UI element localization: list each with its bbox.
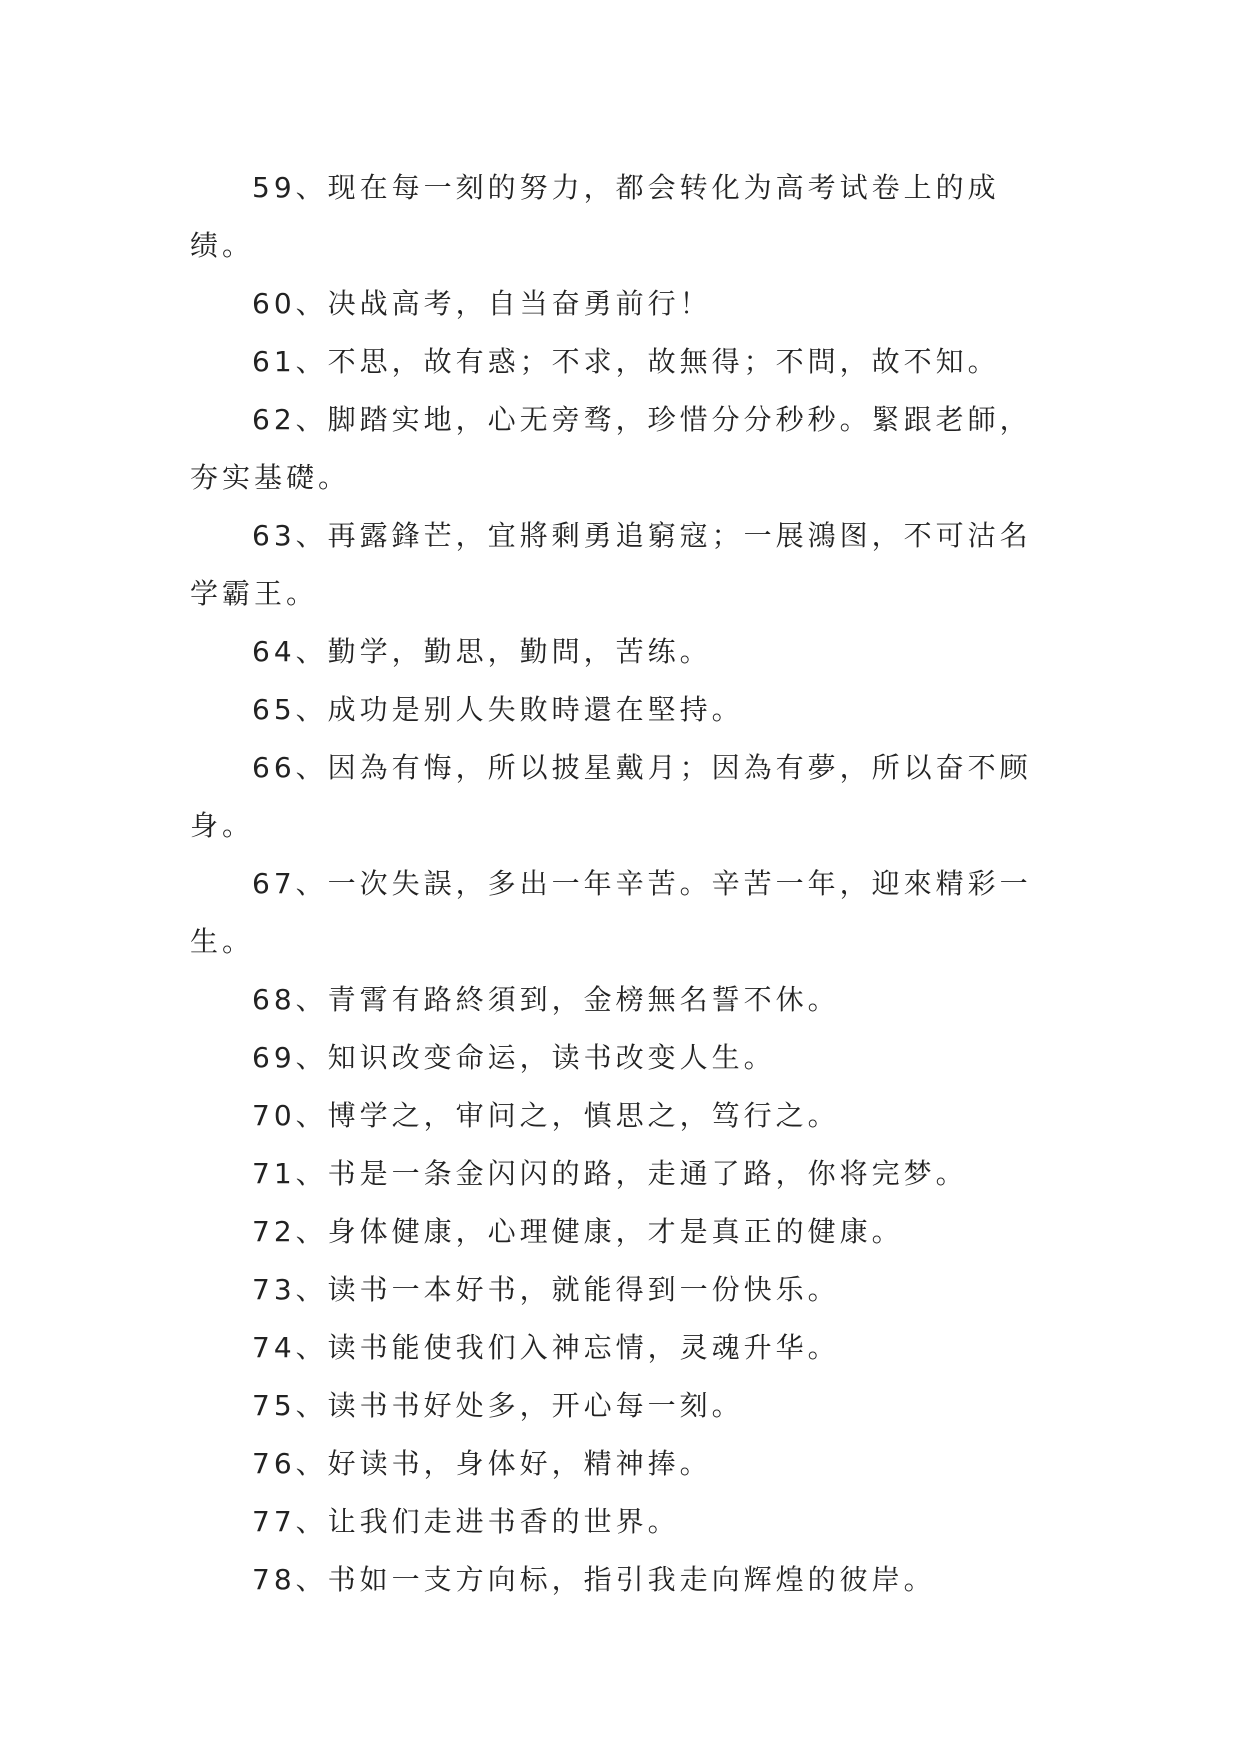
list-item: 63、再露鋒芒，宜將剩勇追窮寇；一展鴻图，不可沽名学霸王。: [190, 519, 1032, 610]
list-item: 60、决战高考，自当奋勇前行！: [252, 287, 712, 320]
list-item: 69、知识改变命运，读书改变人生。: [252, 1041, 776, 1074]
list-item: 78、书如一支方向标，指引我走向辉煌的彼岸。: [252, 1563, 936, 1596]
list-item: 71、书是一条金闪闪的路，走通了路，你将完梦。: [252, 1157, 968, 1190]
document-body: [190, 159, 1060, 1609]
list-item: 75、读书书好处多，开心每一刻。: [252, 1389, 744, 1422]
list-item: 64、勤学，勤思，勤問，苦练。: [252, 635, 712, 668]
list-item: 66、因為有悔，所以披星戴月；因為有夢，所以奋不顾身。: [190, 751, 1032, 842]
list-item: 76、好读书，身体好，精神捧。: [252, 1447, 712, 1480]
list-item: 67、一次失誤，多出一年辛苦。辛苦一年，迎來精彩一生。: [190, 867, 1032, 958]
list-item: 61、不思，故有惑；不求，故無得；不問，故不知。: [252, 345, 1000, 378]
list-item: 65、成功是别人失敗時還在堅持。: [252, 693, 744, 726]
list-item: 74、读书能使我们入神忘情，灵魂升华。: [252, 1331, 840, 1364]
list-item: 70、博学之，审问之，慎思之，笃行之。: [252, 1099, 840, 1132]
list-item: 73、读书一本好书，就能得到一份快乐。: [252, 1273, 840, 1306]
list-item: 77、让我们走进书香的世界。: [252, 1505, 680, 1538]
list-item: 72、身体健康，心理健康，才是真正的健康。: [252, 1215, 904, 1248]
list-item: 62、脚踏实地，心无旁骛，珍惜分分秒秒。緊跟老師，夯实基礎。: [190, 403, 1032, 494]
list-item: 59、现在每一刻的努力，都会转化为高考试卷上的成绩。: [190, 171, 1000, 262]
list-item: 68、青霄有路終須到，金榜無名誓不休。: [252, 983, 840, 1016]
